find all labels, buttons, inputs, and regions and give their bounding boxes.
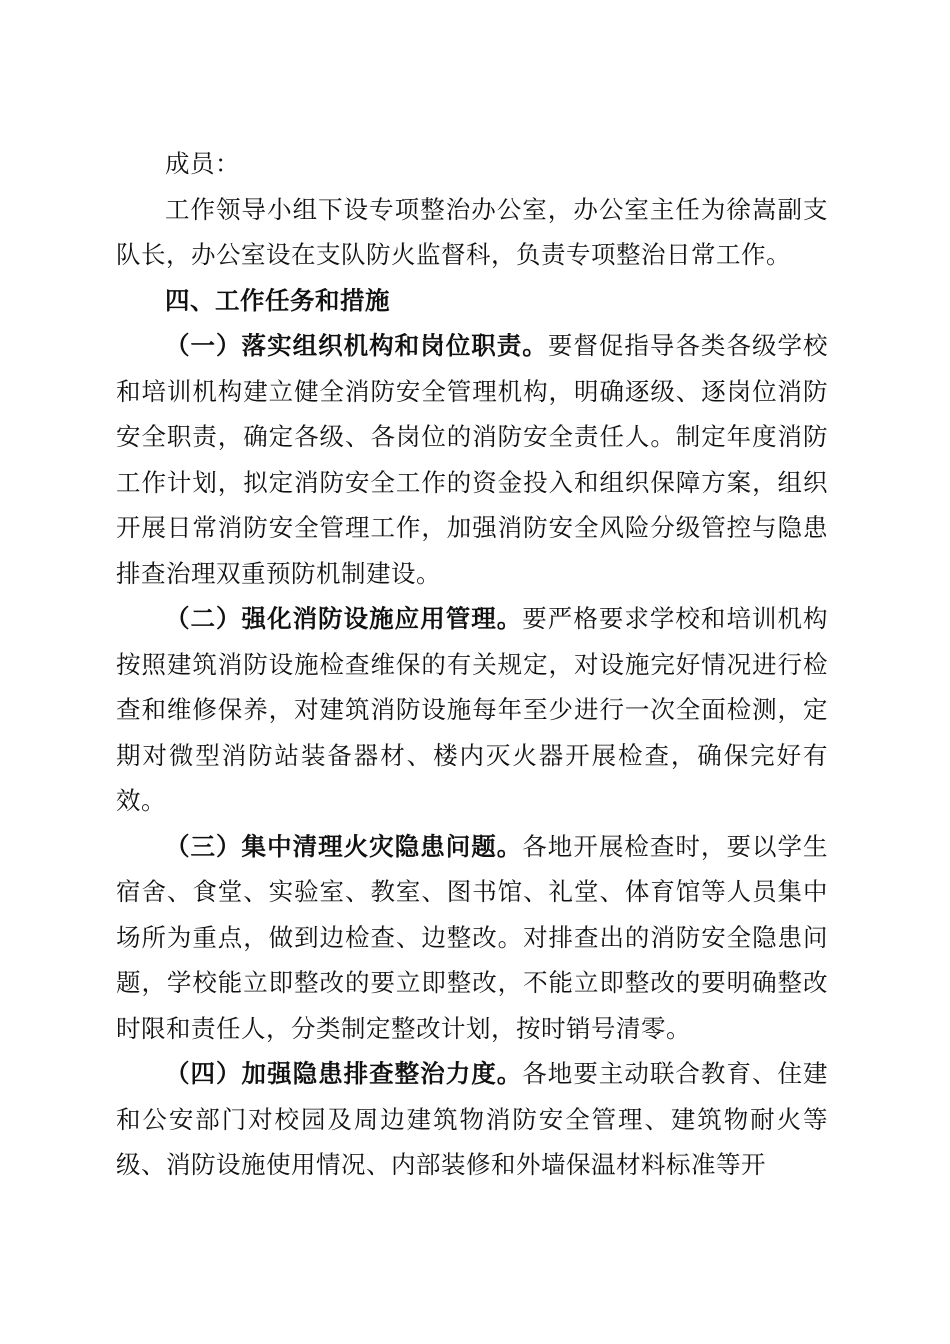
task-item-1-body: 要督促指导各类各级学校和培训机构建立健全消防安全管理机构，明确逐级、逐岗位消防安全职责，确定各级、各岗位的消防安全责任人。制定年度消防工作计划，拟定消防安全工作的资金投入和组织保障方案，组织开展日常消防安全管理工作，加强消防安全风险分级管控与隐患排查治理双重预防机制建设。 [116, 331, 829, 588]
section-heading: 四、工作任务和措施 [165, 285, 390, 315]
task-item-3-body: 各地开展检查时，要以学生宿舍、食堂、实验室、教室、图书馆、礼堂、体育馆等人员集中场所为重点，做到边检查、边整改。对排查出的消防安全隐患问题，学校能立即整改的要立即整改，不能立即整改的要明确整改时限和责任人，分类制定整改计划，按时销号清零。 [116, 831, 829, 1043]
members-label: 成员： [165, 149, 240, 178]
task-item-4 [116, 1051, 828, 1188]
document-body [116, 141, 828, 1188]
task-item-2-body: 要严格要求学校和培训机构按照建筑消防设施检查维保的有关规定，对设施完好情况进行检查和维修保养，对建筑消防设施每年至少进行一次全面检测，定期对微型消防站装备器材、楼内灭火器开展检查，确保完好有效。 [116, 604, 829, 815]
task-item-3-lead: （三）集中清理火灾隐患问题。 [165, 831, 523, 861]
task-item-2 [116, 596, 828, 824]
task-item-3 [116, 824, 828, 1052]
task-item-1 [116, 323, 828, 596]
task-item-1-lead: （一）落实组织机构和岗位职责。 [165, 331, 548, 360]
task-item-4-lead: （四）加强隐患排查整治力度。 [165, 1059, 523, 1088]
task-item-2-lead: （二）强化消防设施应用管理。 [165, 604, 523, 633]
task-item-4-body: 各地要主动联合教育、住建和公安部门对校园及周边建筑物消防安全管理、建筑物耐火等级、消防设施使用情况、内部装修和外墙保温材料标准等开 [116, 1059, 829, 1179]
office-paragraph: 工作领导小组下设专项整治办公室，办公室主任为徐嵩副支队长，办公室设在支队防火监督科，负责专项整治日常工作。 [116, 194, 828, 269]
